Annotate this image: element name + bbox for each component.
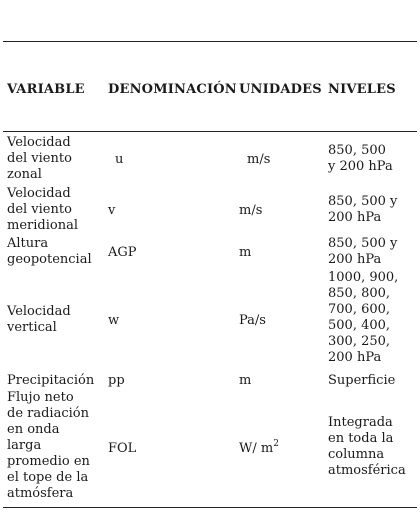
row-1-unidades: m/s xyxy=(247,152,271,167)
row-3-variable: Altura geopotencial xyxy=(7,236,92,267)
row-6-unidades-base: W/ m xyxy=(239,441,274,456)
row-1-denominacion: u xyxy=(115,152,124,167)
row-5-unidades: m xyxy=(239,373,252,388)
row-2-unidades: m/s xyxy=(239,203,263,218)
row-6-unidades xyxy=(239,441,324,457)
table-bottom-rule xyxy=(3,507,417,508)
header-denominacion: DENOMINACIÓN xyxy=(108,82,237,97)
table-top-rule xyxy=(3,41,417,42)
header-variable: VARIABLE xyxy=(7,82,85,97)
row-3-unidades: m xyxy=(239,245,252,260)
row-5-niveles: Superficie xyxy=(328,373,396,388)
row-3-niveles: 850, 500 y 200 hPa xyxy=(328,236,398,267)
row-3-denominacion: AGP xyxy=(108,245,137,260)
row-2-denominacion: v xyxy=(108,203,116,218)
row-1-niveles: 850, 500 y 200 hPa xyxy=(328,143,393,174)
row-4-variable: Velocidad vertical xyxy=(7,304,71,335)
row-2-niveles: 850, 500 y 200 hPa xyxy=(328,194,398,225)
row-4-unidades: Pa/s xyxy=(239,313,266,328)
row-6-unidades-exponent: 2 xyxy=(273,439,279,449)
header-niveles: NIVELES xyxy=(328,82,396,97)
row-6-niveles: Integrada en toda la columna atmosférica xyxy=(328,415,406,478)
row-1-variable: Velocidad del viento zonal xyxy=(7,135,72,182)
row-4-denominacion: w xyxy=(108,313,120,328)
row-6-variable: Flujo neto de radiación en onda larga promedio en el tope de la atmósfera xyxy=(7,390,90,501)
header-bottom-rule xyxy=(3,131,417,132)
row-2-variable: Velocidad del viento meridional xyxy=(7,186,78,233)
row-6-denominacion: FOL xyxy=(108,441,137,456)
row-4-niveles: 1000, 900, 850, 800, 700, 600, 500, 400, 300, 250, 200 hPa xyxy=(328,270,399,365)
row-5-variable: Precipitación xyxy=(7,373,95,388)
row-5-denominacion: pp xyxy=(108,373,125,388)
header-unidades: UNIDADES xyxy=(239,82,322,97)
